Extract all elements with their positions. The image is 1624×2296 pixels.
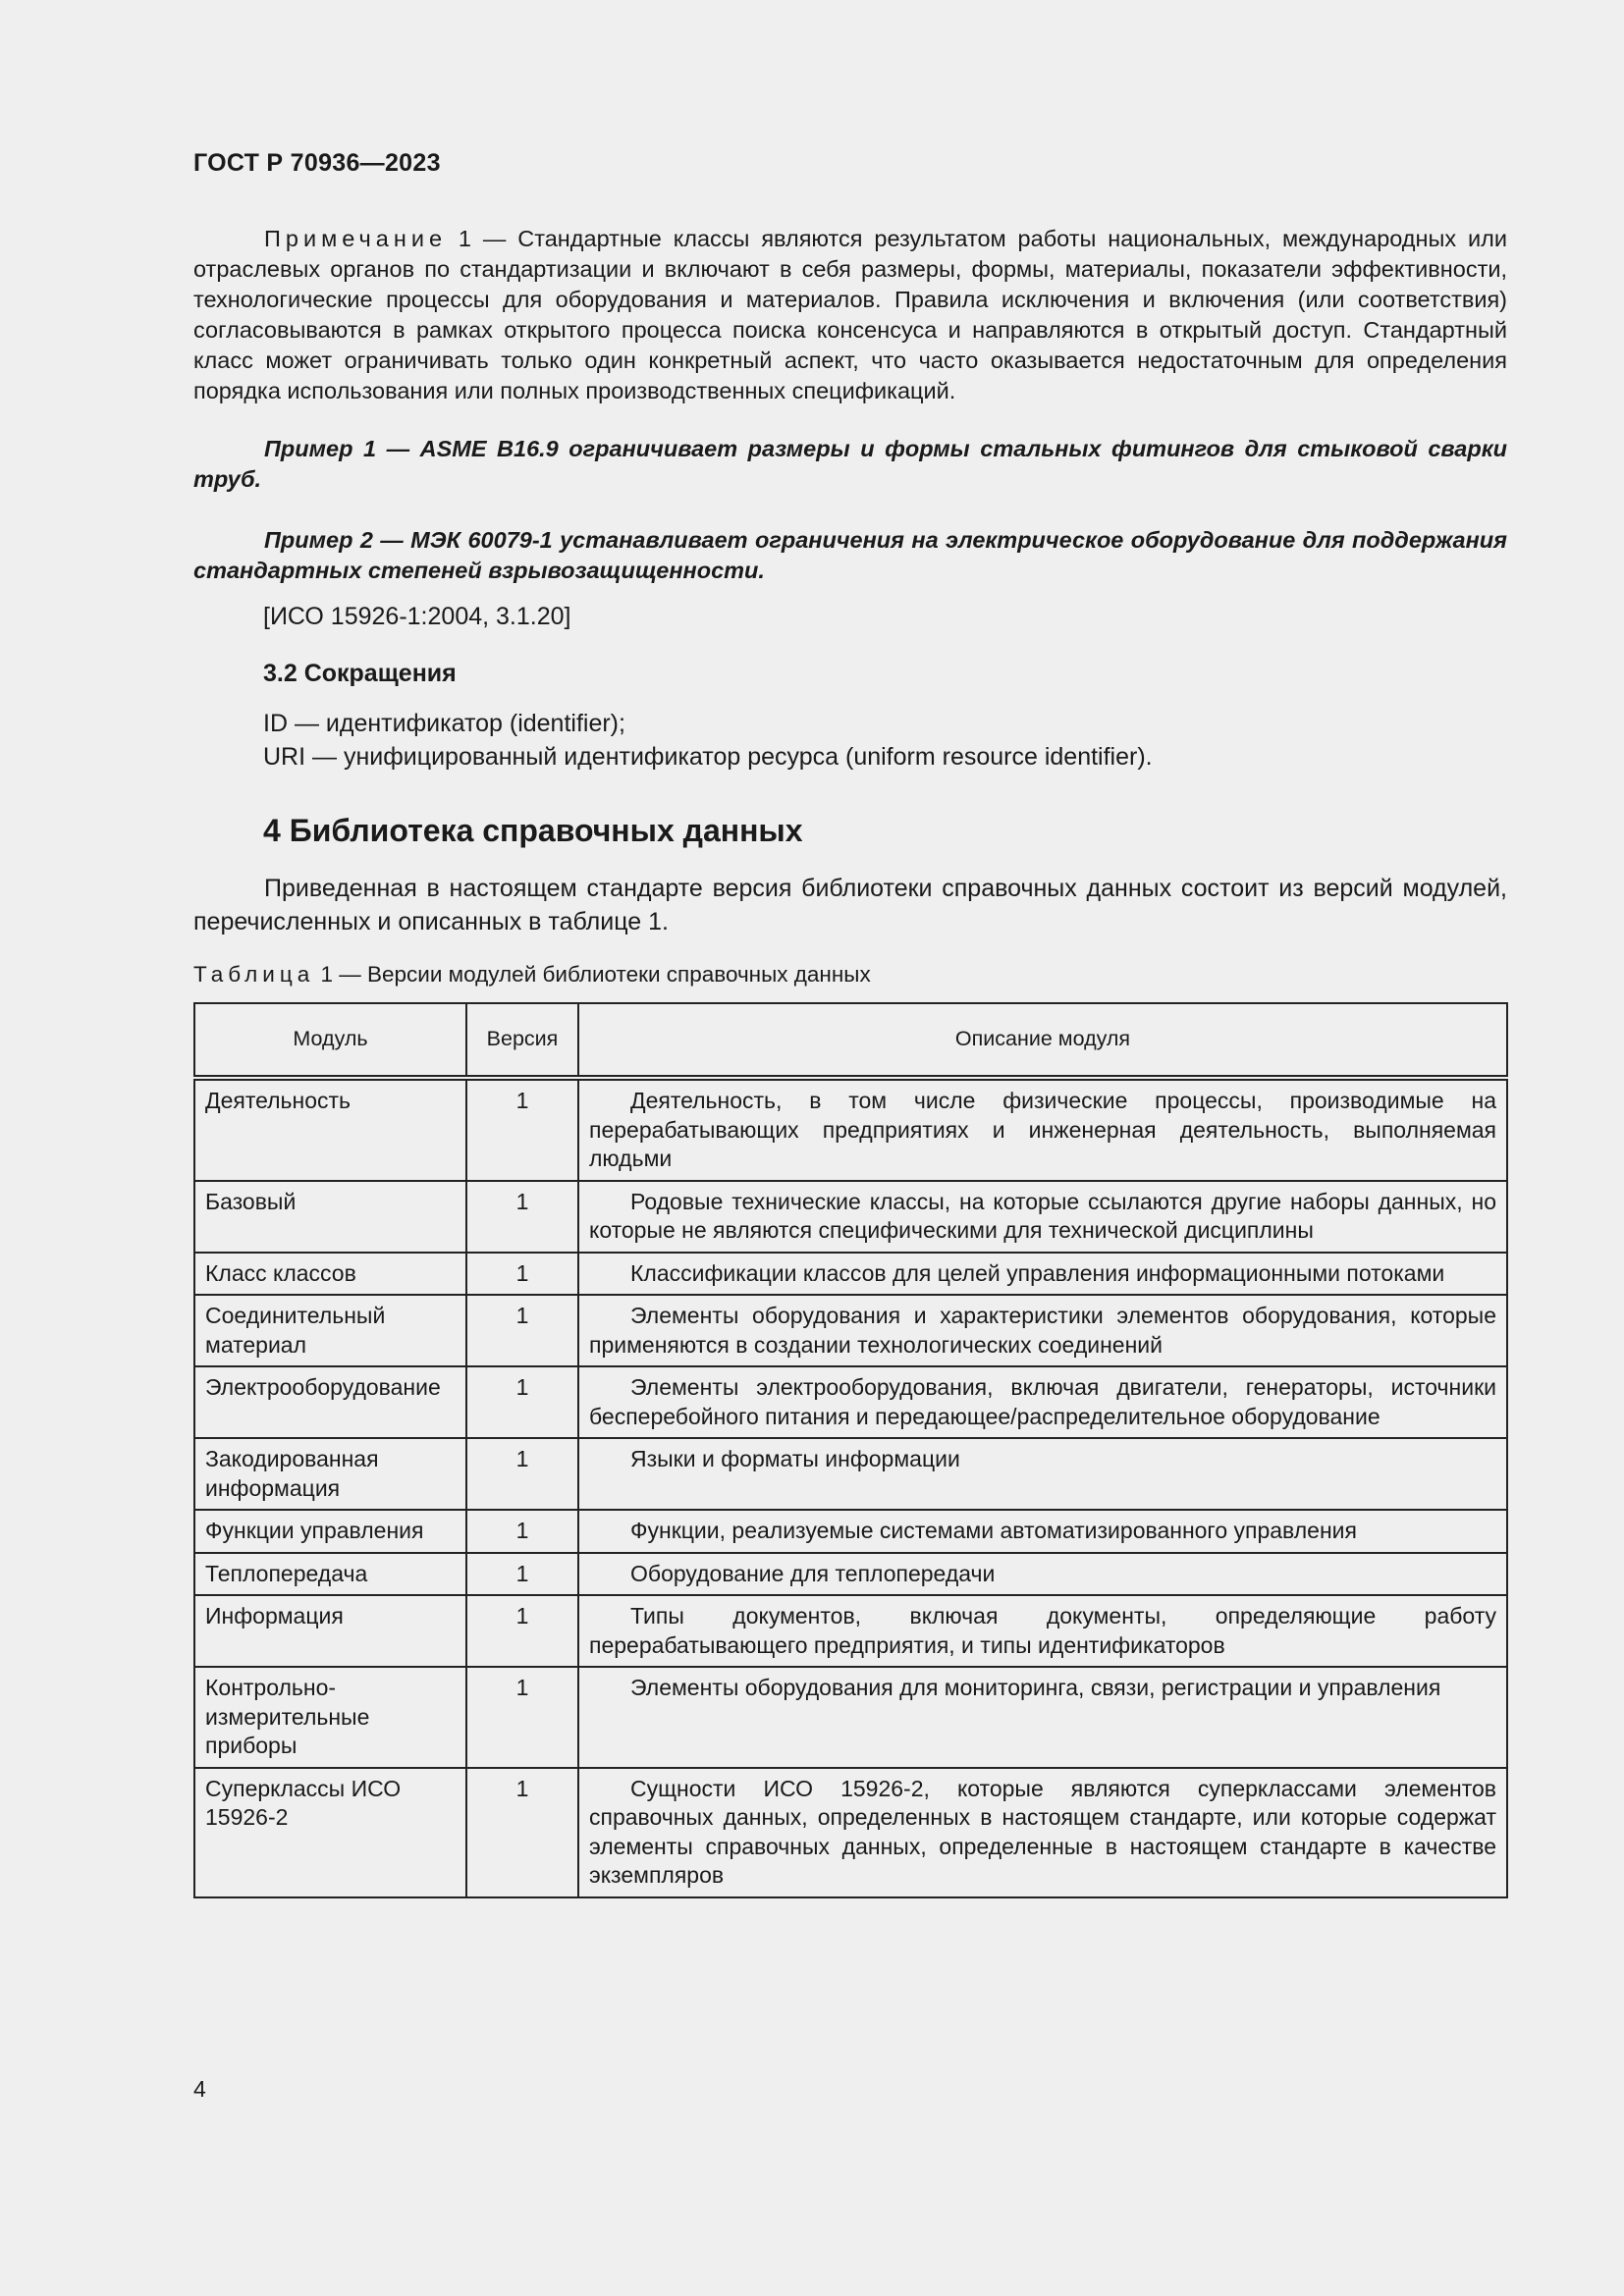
section-4-heading: 4 Библиотека справочных данных: [263, 813, 803, 848]
cell-description: Типы документов, включая документы, определяющие работу перерабатывающего предприятия, и типы идентификаторов: [578, 1595, 1507, 1667]
table-header-row: [194, 1003, 1507, 1078]
page-number: 4: [193, 2076, 206, 2102]
cell-description: Деятельность, в том числе физические процессы, производимые на перерабатывающих предприятиях и инженерная деятельность, выполняемая людьми: [578, 1078, 1507, 1181]
cell-description: Сущности ИСО 15926-2, которые являются суперклассами элементов справочных данных, определенных в настоящем стандарте, или которые содержат элементы справочных данных, определенные в настоящем стандарте в качестве экземпляров: [578, 1768, 1507, 1897]
table-row: [194, 1438, 1507, 1510]
cell-module: Суперклассы ИСО 15926-2: [194, 1768, 466, 1897]
cell-version: 1: [466, 1181, 578, 1253]
cell-version: 1: [466, 1553, 578, 1596]
cell-version: 1: [466, 1438, 578, 1510]
table-caption-label: Таблица: [193, 962, 315, 987]
cell-description: Оборудование для теплопередачи: [578, 1553, 1507, 1596]
cell-version: 1: [466, 1768, 578, 1897]
cell-module: Информация: [194, 1595, 466, 1667]
header-module: Модуль: [194, 1003, 466, 1078]
abbreviation-id: ID — идентификатор (identifier);: [263, 710, 625, 737]
cell-description: Классификации классов для целей управления информационными потоками: [578, 1253, 1507, 1296]
modules-table: [193, 1002, 1508, 1898]
cell-description: Элементы оборудования и характеристики элементов оборудования, которые применяются в создании технологических соединений: [578, 1295, 1507, 1366]
cell-description: Родовые технические классы, на которые ссылаются другие наборы данных, но которые не являются специфическими для технической дисциплины: [578, 1181, 1507, 1253]
cell-description: Языки и форматы информации: [578, 1438, 1507, 1510]
note-paragraph: [193, 224, 1507, 406]
note-label: Примечание: [264, 226, 448, 251]
cell-version: 1: [466, 1667, 578, 1768]
cell-module: Базовый: [194, 1181, 466, 1253]
cell-module: Электрооборудование: [194, 1366, 466, 1438]
example-2: Пример 2 — МЭК 60079-1 устанавливает ограничения на электрическое оборудование для поддержания стандартных степеней взрывозащищенности.: [193, 527, 1507, 583]
reference: [ИСО 15926-1:2004, 3.1.20]: [263, 603, 571, 630]
table-row: [194, 1510, 1507, 1553]
table-row: [194, 1595, 1507, 1667]
abbreviations-list: [263, 707, 1153, 774]
table-row: [194, 1078, 1507, 1181]
abbreviation-uri: URI — унифицированный идентификатор ресурса (uniform resource identifier).: [263, 743, 1153, 771]
table-row: [194, 1253, 1507, 1296]
cell-module: Теплопередача: [194, 1553, 466, 1596]
cell-module: Закодированная информация: [194, 1438, 466, 1510]
cell-version: 1: [466, 1078, 578, 1181]
table-row: [194, 1667, 1507, 1768]
cell-version: 1: [466, 1595, 578, 1667]
table-row: [194, 1295, 1507, 1366]
section-4-intro: Приведенная в настоящем стандарте версия библиотеки справочных данных состоит из версий модулей, перечисленных и описанных в таблице 1.: [193, 875, 1507, 935]
document-header: ГОСТ Р 70936—2023: [193, 149, 441, 177]
cell-module: Функции управления: [194, 1510, 466, 1553]
note-text: 1 — Стандартные классы являются результатом работы национальных, международных или отраслевых органов по стандартизации и включают в себя размеры, формы, материалы, показатели эффективности, технологические процессы для оборудования и материалов. Правила исключения и включения (или соответствия) согласовываются в рамках открытого процесса поиска консенсуса и направляются в открытый доступ. Стандартный класс может ограничивать только один конкретный аспект, что часто оказывается недостаточным для определения порядка использования или полных производственных спецификаций.: [193, 226, 1507, 403]
cell-module: Класс классов: [194, 1253, 466, 1296]
section-3-2-heading: 3.2 Сокращения: [263, 660, 457, 687]
header-version: Версия: [466, 1003, 578, 1078]
cell-version: 1: [466, 1253, 578, 1296]
example-1: Пример 1 — ASME B16.9 ограничивает размеры и формы стальных фитингов для стыковой сварки труб.: [193, 436, 1507, 492]
cell-version: 1: [466, 1295, 578, 1366]
cell-description: Функции, реализуемые системами автоматизированного управления: [578, 1510, 1507, 1553]
cell-version: 1: [466, 1366, 578, 1438]
cell-module: Контрольно-измерительные приборы: [194, 1667, 466, 1768]
table-row: [194, 1366, 1507, 1438]
cell-description: Элементы электрооборудования, включая двигатели, генераторы, источники бесперебойного питания и передающее/распределительное оборудование: [578, 1366, 1507, 1438]
table-caption-text: 1 — Версии модулей библиотеки справочных данных: [314, 962, 871, 987]
table-row: [194, 1768, 1507, 1897]
header-description: Описание модуля: [578, 1003, 1507, 1078]
cell-module: Деятельность: [194, 1078, 466, 1181]
table-caption: [193, 962, 871, 988]
cell-description: Элементы оборудования для мониторинга, связи, регистрации и управления: [578, 1667, 1507, 1768]
table-row: [194, 1181, 1507, 1253]
cell-module: Соединительный материал: [194, 1295, 466, 1366]
table-row: [194, 1553, 1507, 1596]
cell-version: 1: [466, 1510, 578, 1553]
